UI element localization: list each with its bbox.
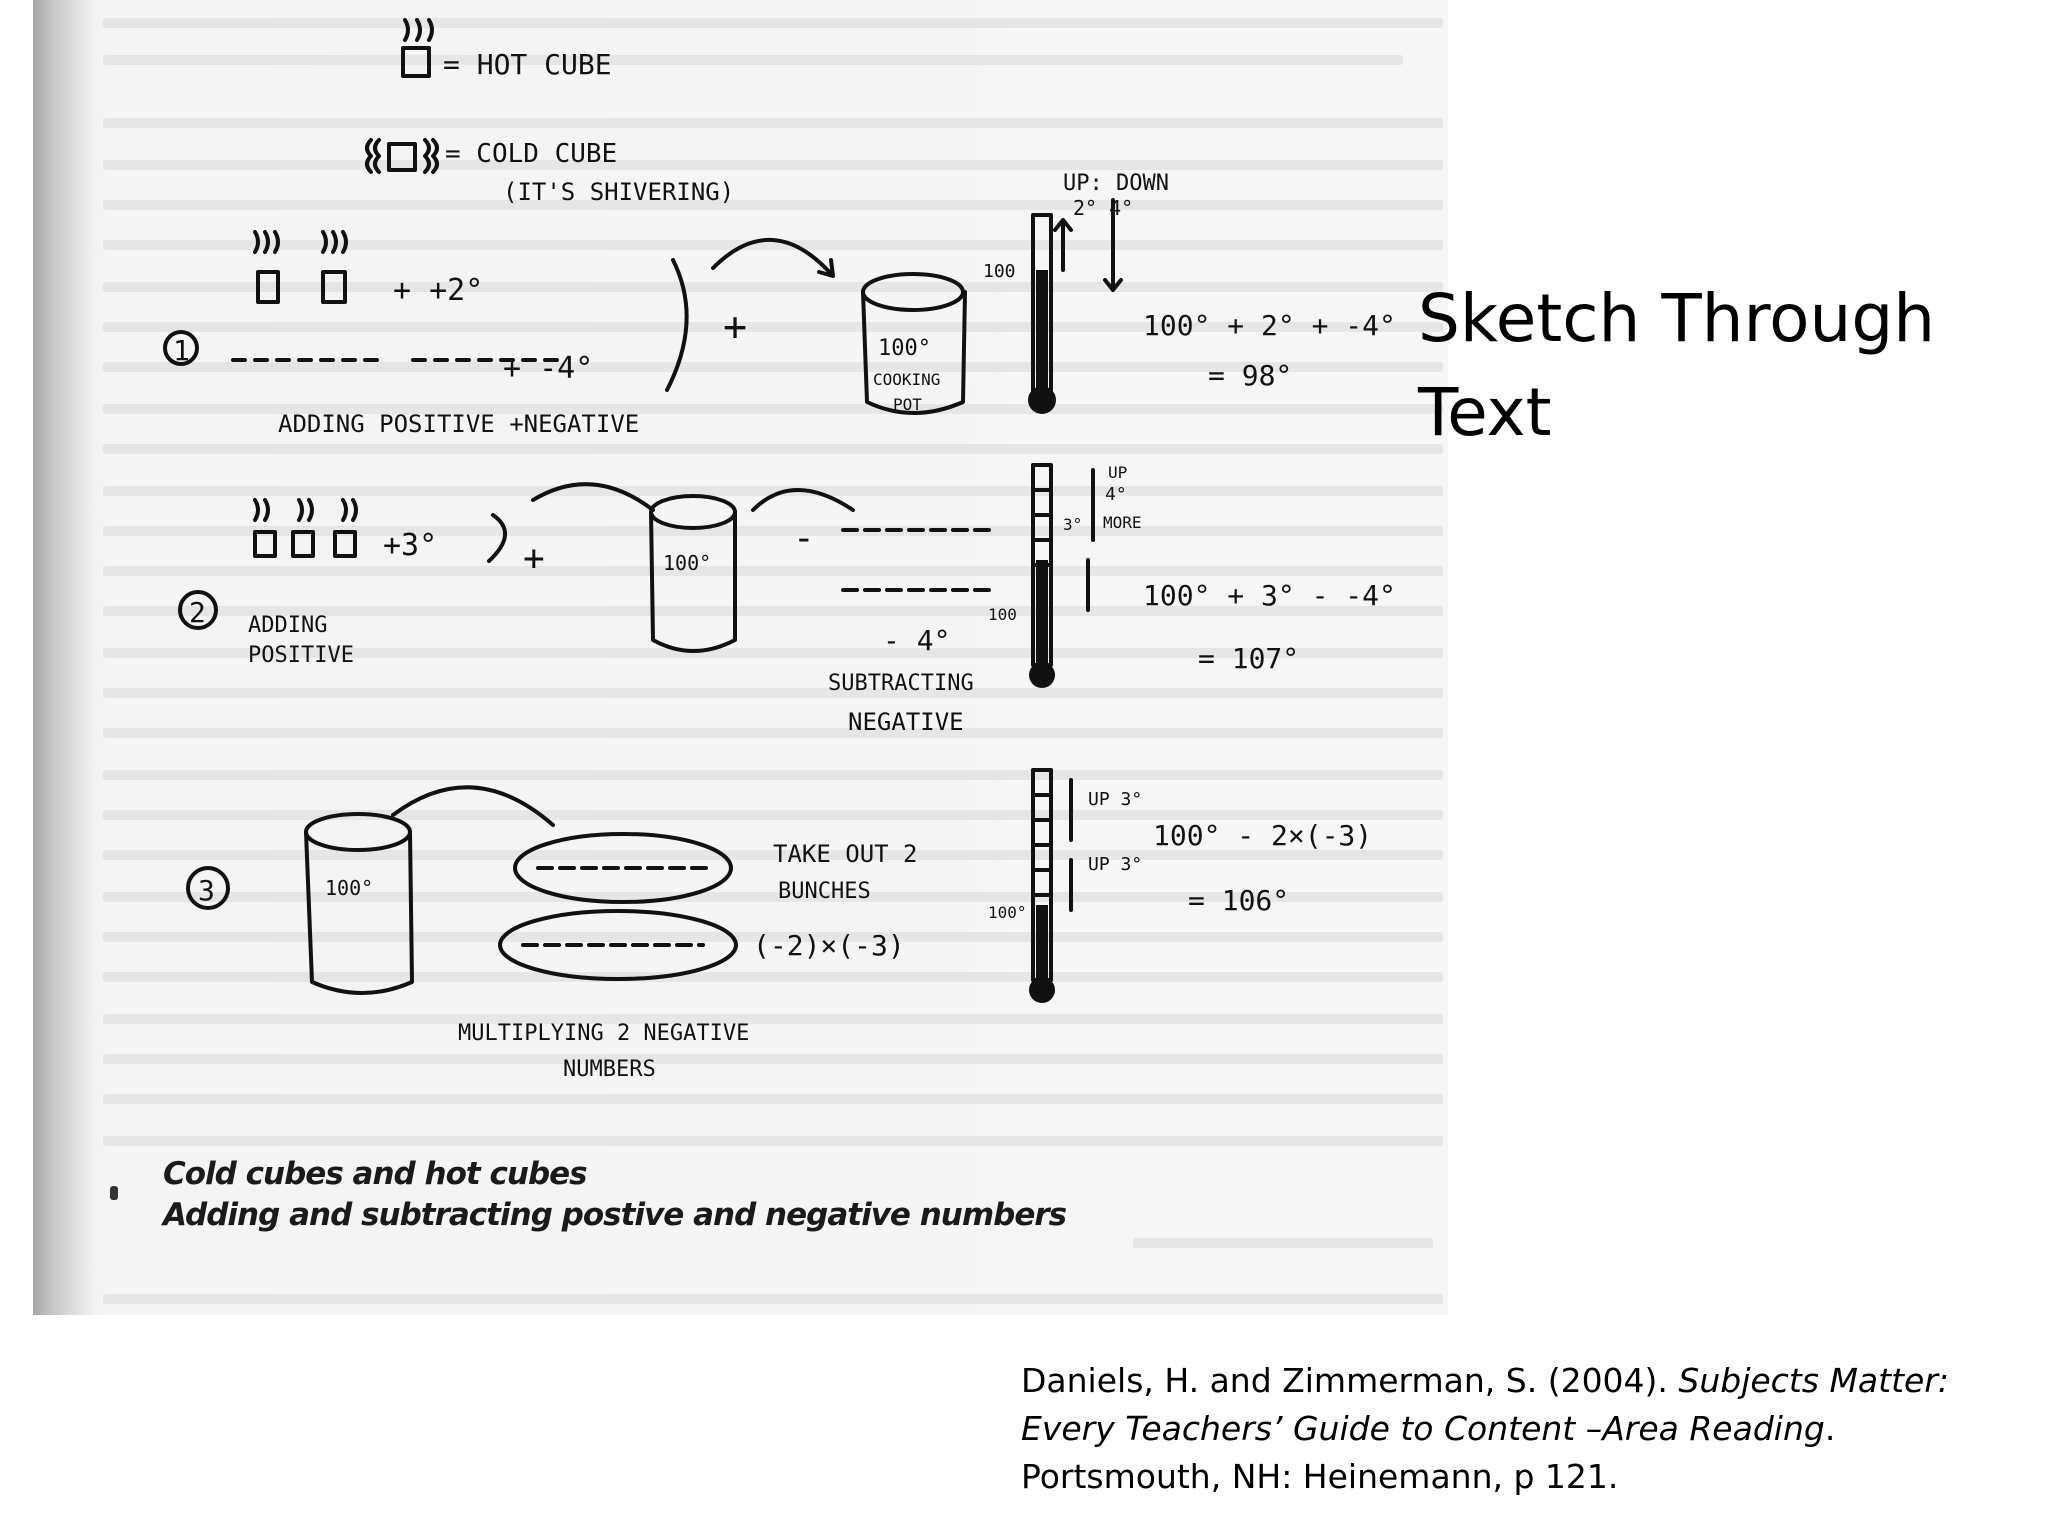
step3-label4: NUMBERS bbox=[563, 1057, 656, 1082]
step2-eq1: 100° + 3° - -4° bbox=[1143, 579, 1396, 612]
step3-label1: TAKE OUT 2 bbox=[773, 840, 918, 868]
step3-label3: MULTIPLYING 2 NEGATIVE bbox=[458, 1021, 750, 1046]
citation-authors: Daniels, H. and Zimmerman, S. (2004). bbox=[1021, 1361, 1679, 1400]
step3-thermo-100: 100° bbox=[988, 903, 1027, 922]
step2-label2: POSITIVE bbox=[248, 643, 354, 668]
step2-label3: SUBTRACTING bbox=[828, 671, 974, 696]
step1-plus2: + +2° bbox=[393, 273, 484, 308]
step1-number: 1 bbox=[173, 334, 190, 367]
step2-thermo-more: MORE bbox=[1103, 513, 1142, 532]
citation-line-1 bbox=[1021, 1357, 2021, 1405]
slide-title bbox=[1418, 272, 2018, 460]
citation-title-part-2: Every Teachers’ Guide to Content –Area Reading bbox=[1021, 1409, 1825, 1448]
step-2 bbox=[180, 463, 1396, 736]
hand-drawn-sketch bbox=[33, 0, 1448, 1315]
step1-thermo-100: 100 bbox=[983, 261, 1016, 282]
step1-thermo-top: UP: DOWN bbox=[1063, 171, 1169, 196]
step1-pot-label2: POT bbox=[893, 395, 922, 414]
step3-label2: BUNCHES bbox=[778, 879, 871, 904]
citation-line-2 bbox=[1021, 1405, 2021, 1453]
legend-cold-cube bbox=[367, 139, 734, 206]
caption-line-2: Adding and subtracting postive and negative numbers bbox=[163, 1197, 1067, 1233]
step-3 bbox=[188, 770, 1372, 1082]
step2-thermo-4: 4° bbox=[1105, 484, 1127, 505]
step3-up1: UP 3° bbox=[1088, 789, 1143, 810]
step2-eq2: = 107° bbox=[1198, 642, 1300, 675]
citation-title-part-1: Subjects Matter: bbox=[1678, 1361, 1950, 1400]
legend-cold-text: = COLD CUBE bbox=[445, 139, 618, 169]
citation bbox=[1021, 1357, 2021, 1501]
citation-line-3: Portsmouth, NH: Heinemann, p 121. bbox=[1021, 1457, 1619, 1496]
step2-number: 2 bbox=[189, 596, 206, 629]
svg-text:+: + bbox=[723, 304, 748, 350]
citation-period: . bbox=[1824, 1409, 1836, 1448]
legend-hot-text: = HOT CUBE bbox=[443, 48, 612, 81]
step1-label: ADDING POSITIVE +NEGATIVE bbox=[278, 410, 640, 438]
step2-plus3: +3° bbox=[383, 528, 438, 563]
slide-title-line-2: Text bbox=[1418, 374, 1552, 451]
caption-line-1: Cold cubes and hot cubes bbox=[163, 1156, 587, 1192]
step3-number: 3 bbox=[198, 874, 215, 907]
caption-bullet bbox=[110, 1186, 118, 1200]
step3-mult: (-2)×(-3) bbox=[753, 929, 905, 962]
step3-pot: 100° bbox=[325, 876, 374, 900]
book-figure-caption bbox=[163, 1154, 1066, 1236]
step1-eq1: 100° + 2° + -4° bbox=[1143, 309, 1396, 342]
svg-text:-: - bbox=[793, 518, 815, 559]
legend-hot-cube bbox=[403, 20, 612, 81]
step1-eq2: = 98° bbox=[1208, 359, 1293, 392]
step3-up2: UP 3° bbox=[1088, 854, 1143, 875]
step2-pot: 100° bbox=[663, 551, 712, 575]
step3-eq2: = 106° bbox=[1188, 884, 1290, 917]
step2-minus4: - 4° bbox=[883, 624, 951, 657]
legend-cold-note: (IT'S SHIVERING) bbox=[503, 178, 735, 206]
step-1 bbox=[165, 171, 1396, 438]
scanned-book-page-image bbox=[33, 0, 1448, 1315]
step1-minus4: + -4° bbox=[503, 351, 594, 386]
step2-thermo-100: 100 bbox=[988, 605, 1017, 624]
step3-eq1: 100° - 2×(-3) bbox=[1153, 819, 1373, 852]
step2-thermo-up: UP bbox=[1108, 463, 1128, 482]
slide-title-line-1: Sketch Through bbox=[1418, 280, 1936, 357]
step1-thermo-vals: 2° 4° bbox=[1073, 196, 1134, 220]
step1-pot-label1: COOKING bbox=[873, 370, 941, 389]
svg-text:+: + bbox=[523, 538, 545, 579]
step2-label1: ADDING bbox=[248, 613, 328, 638]
step2-thermo-3: 3° bbox=[1063, 515, 1083, 534]
step2-label4: NEGATIVE bbox=[848, 708, 964, 736]
step1-pot: 100° bbox=[878, 336, 931, 361]
